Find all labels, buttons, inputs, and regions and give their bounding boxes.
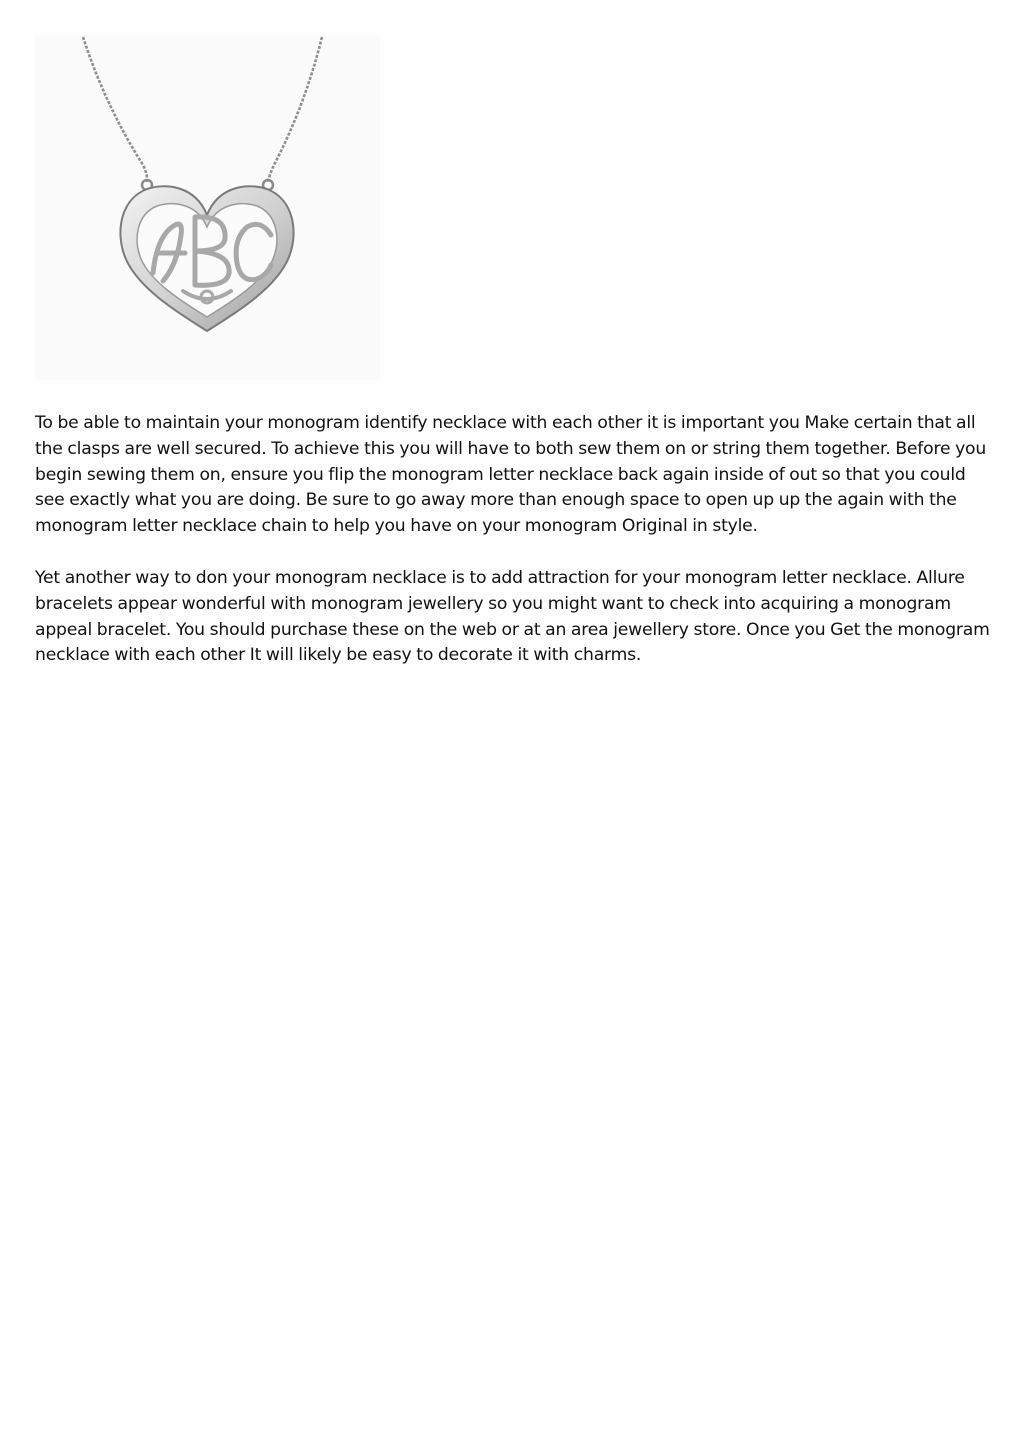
paragraph-1: To be able to maintain your monogram identify necklace with each other it is important you Make certain that all the clasps are well secured. To achieve this you will have to both sew them on or string them together. Before you begin sewing them on, ensure you flip the monogram letter necklace back again inside of out so that you could see exactly what you are doing. Be sure to go away more than enough space to open up up the again with the monogram letter necklace chain to help you have on your monogram Original in style. — [35, 413, 987, 537]
article-body — [35, 411, 995, 695]
necklace-illustration — [35, 35, 380, 380]
paragraph-2: Yet another way to don your monogram necklace is to add attraction for your monogram letter necklace. Allure bracelets appear wonderful with monogram jewellery so you might want to check into acquiring a monogram appeal bracelet. You should purchase these on the web or at an area jewellery store. Once you Get the monogram necklace with each other It will likely be easy to decorate it with charms. — [35, 567, 990, 666]
chain-right — [268, 37, 322, 183]
heart-monogram-necklace-image — [35, 35, 380, 380]
chain-left — [83, 37, 147, 183]
